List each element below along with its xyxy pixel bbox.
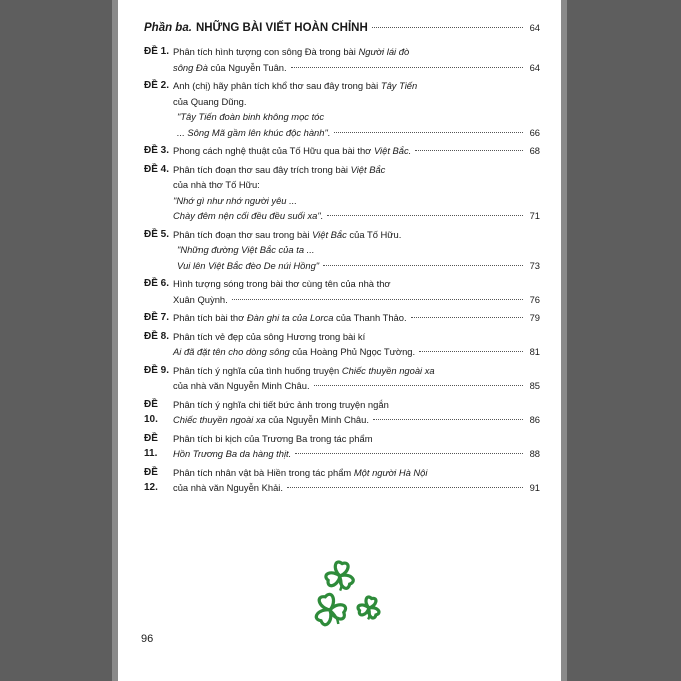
entry-text	[173, 363, 540, 394]
entry-text-segment: của Tố Hữu.	[346, 228, 402, 240]
leader-dots	[323, 265, 523, 266]
toc-entry	[144, 397, 540, 428]
entry-line	[173, 292, 540, 308]
entry-text	[173, 465, 540, 496]
entry-line	[177, 109, 540, 125]
entry-text-segment: Phân tích đoạn thơ sau đây trích trong bài	[173, 163, 351, 175]
leader-dots	[419, 351, 523, 352]
toc-entry	[144, 78, 540, 140]
entry-text-segment: của Nguyễn Tuân.	[207, 61, 287, 73]
entry-text	[173, 276, 540, 307]
entry-line	[177, 125, 540, 141]
entry-text-segment: Phân tích hình tượng con sông Đà trong bài	[173, 46, 359, 57]
leader-dots	[372, 27, 523, 28]
entry-number: ĐỀ 11.	[144, 432, 158, 459]
entry-text-segment: Chày đêm nện cối đều đều suối xa".	[173, 210, 324, 221]
entry-number: ĐỀ 12.	[144, 466, 158, 493]
leader-dots	[327, 215, 523, 216]
entry-text-segment: Việt Bắc	[312, 228, 347, 240]
right-page-edge	[561, 0, 681, 681]
entry-text	[173, 227, 540, 274]
toc-entry	[144, 227, 540, 274]
entry-number: ĐỀ 3.	[144, 145, 170, 156]
part-prefix: Phần ba.	[144, 22, 192, 34]
table-of-contents	[144, 22, 540, 499]
entry-text-segment: sông Đà	[173, 61, 208, 73]
book-page	[124, 0, 555, 681]
leader-dots	[373, 419, 523, 420]
entry-line	[173, 465, 540, 481]
part-heading	[144, 22, 540, 40]
toc-entry	[144, 363, 540, 394]
entry-text-segment: Xuân Quỳnh.	[173, 293, 228, 305]
entry-text-segment: Phân tích nhân vật bà Hiền trong tác phẩm	[173, 466, 354, 478]
toc-entry	[144, 310, 540, 326]
leader-dots	[411, 317, 523, 318]
entry-text-segment: Phong cách nghệ thuật của Tố Hữu qua bài thơ	[173, 145, 374, 156]
entry-line	[173, 446, 540, 462]
page-number: 68	[529, 145, 540, 156]
entry-text-segment: Người lái đò	[358, 46, 410, 57]
page-number: 66	[529, 126, 540, 138]
leader-dots	[232, 299, 523, 300]
entry-list	[144, 44, 540, 496]
entry-text-segment: "Tây Tiến đoàn binh không mọc tóc	[177, 111, 325, 122]
page-number: 71	[529, 210, 540, 221]
entry-text-segment: Vui lên Việt Bắc đèo De núi Hồng"	[177, 259, 320, 271]
entry-text-segment: ... Sông Mã gầm lên khúc độc hành".	[177, 126, 331, 138]
entry-text	[173, 143, 540, 159]
entry-text-segment: "Nhớ gì như nhớ người yêu ...	[173, 194, 297, 206]
entry-number: ĐỀ 8.	[144, 330, 170, 342]
entry-text-segment: của nhà thơ Tố Hữu:	[173, 179, 260, 190]
entry-text-segment: Phân tích bi kịch của Trương Ba trong tác phẩm	[173, 432, 373, 444]
page-number: 85	[529, 380, 540, 391]
page-number: 86	[529, 414, 540, 425]
entry-text-segment: Việt Bắc.	[373, 145, 412, 156]
entry-text	[173, 431, 540, 462]
toc-entry	[144, 162, 540, 224]
left-page-edge	[0, 0, 118, 681]
page-number: 91	[529, 482, 540, 493]
page-number: 64	[529, 61, 540, 73]
entry-text-segment: Hình tượng sóng trong bài thơ cùng tên của nhà thơ	[173, 278, 391, 289]
entry-line	[173, 60, 540, 76]
entry-line	[173, 431, 540, 447]
leader-dots	[314, 385, 523, 386]
entry-line	[173, 193, 540, 209]
page-number: 88	[529, 448, 540, 459]
page-number: 64	[529, 22, 540, 33]
entry-text-segment: của nhà văn Nguyễn Minh Châu.	[173, 380, 310, 391]
entry-text-segment: Chiếc thuyền ngoài xa	[341, 364, 435, 376]
entry-line	[173, 162, 540, 178]
entry-text	[173, 310, 540, 326]
part-title: NHỮNG BÀI VIẾT HOÀN CHỈNH	[195, 22, 368, 34]
entry-line	[173, 378, 540, 394]
leader-dots	[415, 150, 523, 151]
toc-entry	[144, 329, 540, 360]
entry-line	[173, 276, 540, 292]
entry-number: ĐỀ 9.	[144, 364, 170, 376]
toc-entry	[144, 143, 540, 159]
entry-text-segment: Ai đã đặt tên cho dòng sông	[173, 346, 290, 357]
toc-entry	[144, 431, 540, 462]
entry-text	[173, 329, 540, 360]
entry-number: ĐỀ 6.	[144, 278, 170, 289]
entry-text-segment: của nhà văn Nguyễn Khải.	[173, 482, 283, 493]
entry-line	[173, 227, 540, 243]
leader-dots	[291, 67, 523, 68]
entry-text-segment: Một người Hà Nội	[353, 466, 428, 478]
leader-dots	[287, 487, 523, 488]
entry-text	[173, 397, 540, 428]
entry-line	[173, 412, 540, 428]
entry-line	[177, 242, 540, 258]
leader-dots	[295, 453, 523, 454]
page-number: 79	[529, 312, 540, 323]
leader-dots	[334, 132, 523, 133]
entry-text	[173, 162, 540, 224]
entry-text-segment: Tây Tiến	[380, 80, 418, 91]
entry-line	[173, 310, 540, 326]
page-number: 76	[529, 293, 540, 305]
entry-number: ĐỀ 2.	[144, 80, 170, 91]
entry-text-segment: Phân tích ý nghĩa chi tiết bức ảnh trong truyện ngắn	[173, 398, 389, 410]
entry-number: ĐỀ 1.	[144, 46, 170, 57]
entry-line	[173, 78, 540, 94]
toc-entry	[144, 276, 540, 307]
entry-text	[173, 78, 540, 140]
entry-text-segment: Đàn ghi ta của Lorca	[246, 312, 334, 323]
entry-number: ĐỀ 7.	[144, 312, 170, 323]
entry-line	[173, 397, 540, 413]
entry-number: ĐỀ 10.	[144, 398, 158, 425]
entry-text-segment: Phân tích ý nghĩa của tình huống truyện	[173, 364, 342, 376]
entry-line	[173, 94, 540, 110]
entry-text-segment: Phân tích vẻ đẹp của sông Hương trong bài kí	[173, 330, 366, 342]
clover-icon	[304, 546, 394, 636]
page-folio: 96	[141, 633, 154, 645]
entry-text	[173, 44, 540, 75]
entry-line	[173, 344, 540, 360]
entry-line	[173, 44, 540, 60]
entry-text-segment: của Quang Dũng.	[173, 95, 247, 107]
entry-line	[173, 480, 540, 496]
entry-number: ĐỀ 5.	[144, 228, 170, 240]
entry-text-segment: của Nguyễn Minh Châu.	[265, 414, 369, 425]
page-number: 81	[529, 346, 540, 357]
page-number: 73	[529, 259, 540, 271]
toc-entry	[144, 465, 540, 496]
entry-text-segment: Việt Bắc	[350, 163, 386, 175]
entry-text-segment: Anh (chị) hãy phân tích khổ thơ sau đây trong bài	[173, 80, 381, 91]
entry-line	[173, 363, 540, 379]
entry-text-segment: Hồn Trương Ba da hàng thịt.	[173, 448, 292, 459]
entry-text-segment: "Những đường Việt Bắc của ta ...	[177, 244, 315, 255]
entry-line	[177, 258, 540, 274]
entry-line	[173, 143, 540, 159]
toc-entry	[144, 44, 540, 75]
entry-text-segment: Phân tích đoạn thơ sau trong bài	[173, 228, 313, 240]
entry-text-segment: của Thanh Thảo.	[333, 312, 407, 323]
entry-number: ĐỀ 4.	[144, 163, 170, 175]
entry-text-segment: của Hoàng Phủ Ngọc Tường.	[289, 346, 416, 357]
entry-line	[173, 177, 540, 193]
entry-line	[173, 329, 540, 345]
entry-text-segment: Chiếc thuyền ngoài xa	[173, 414, 266, 425]
entry-text-segment: Phân tích bài thơ	[173, 312, 247, 323]
entry-line	[173, 208, 540, 224]
